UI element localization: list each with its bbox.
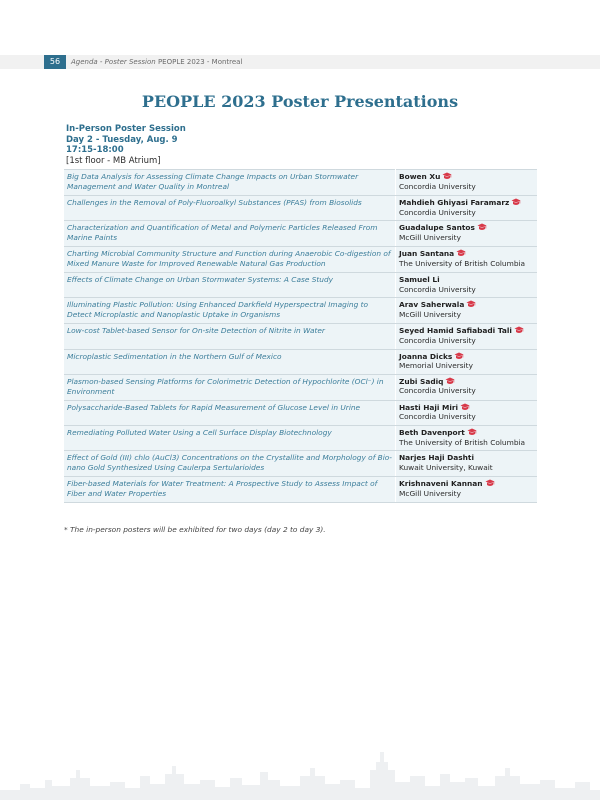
graduation-cap-icon [466,300,476,308]
presenter-affiliation: The University of British Columbia [399,437,526,447]
city-skyline [0,740,600,800]
presenter-name: Joanna Dicks [399,351,453,361]
graduation-cap-icon [454,352,464,360]
graduation-cap-icon [511,198,521,206]
presenter-affiliation: Memorial University [399,361,473,371]
poster-title: Microplastic Sedimentation in the Northern Gulf of Mexico [64,349,396,374]
poster-row [64,477,537,503]
poster-presenter [396,400,538,425]
poster-title: Challenges in the Removal of Poly-Fluoroalkyl Substances (PFAS) from Biosolids [64,196,396,221]
header-event: PEOPLE 2023 - Montreal [157,58,243,66]
poster-title: Remediating Polluted Water Using a Cell Surface Display Biotechnology [64,425,396,450]
poster-presenter [396,425,538,450]
presenter-affiliation: McGill University [399,309,461,319]
poster-row [64,349,537,374]
presenter-affiliation: The University of British Columbia [399,258,526,268]
presenter-name: Krishnaveni Kannan [399,479,483,489]
graduation-cap-icon [460,403,470,411]
presenter-affiliation: Kuwait University, Kuwait [399,462,493,472]
graduation-cap-icon [456,249,466,257]
presenter-name: Bowen Xu [399,172,441,181]
graduation-cap-icon [477,223,487,231]
header-section: Agenda - Poster Session [71,58,156,66]
presenter-name: Guadalupe Santos [399,223,475,233]
poster-row [64,196,537,221]
presenter-name: Juan Santana [399,249,455,259]
poster-row [64,247,537,273]
session-day: Day 2 - Tuesday, Aug. 9 [66,134,178,145]
running-header [71,55,242,69]
graduation-cap-icon [442,172,452,180]
poster-presenter [396,349,538,374]
poster-row [64,400,537,425]
poster-row [64,374,537,400]
presenter-affiliation: Concordia University [399,207,476,217]
poster-title: Effects of Climate Change on Urban Stormwater Systems: A Case Study [64,273,396,298]
poster-presenter [396,221,538,247]
poster-title: Polysaccharide-Based Tablets for Rapid Measurement of Glucose Level in Urine [64,400,396,425]
presenter-name: Mahdieh Ghiyasi Faramarz [399,198,510,207]
graduation-cap-icon [445,377,455,385]
poster-row [64,273,537,298]
poster-presenter [396,273,538,298]
presenter-affiliation: McGill University [399,232,461,242]
presenter-name: Samuel Li [399,275,440,285]
poster-title: Big Data Analysis for Assessing Climate Change Impacts on Urban Stormwater Management and Water Quality in Montreal [64,170,396,196]
presenter-name: Hasti Haji Miri [399,402,459,412]
session-name: In-Person Poster Session [66,124,186,134]
poster-table [64,169,537,503]
session-location: [1st floor - MB Atrium] [66,155,161,166]
graduation-cap-icon [467,428,477,436]
poster-title: Effect of Gold (III) chlo (AuCl3) Concentrations on the Crystallite and Morphology of Bio-nano Gold Synthesized Using Caulerpa Sertularioides [64,451,396,477]
page-header [0,55,600,69]
presenter-name: Seyed Hamid Safiabadi Tali [399,326,512,336]
poster-presenter [396,324,538,349]
page-number: 56 [44,55,66,69]
poster-row [64,324,537,349]
poster-presenter [396,298,538,324]
graduation-cap-icon [514,326,524,334]
poster-title: Characterization and Quantification of Metal and Polymeric Particles Released From Marine Paints [64,221,396,247]
poster-title: Plasmon-based Sensing Platforms for Colorimetric Detection of Hypochlorite (OCl⁻) in Environment [64,374,396,400]
presenter-affiliation: Concordia University [399,386,476,396]
poster-row [64,425,537,450]
presenter-name: Arav Saherwala [399,300,465,310]
presenter-affiliation: Concordia University [399,181,476,191]
poster-presenter [396,170,538,196]
poster-presenter [396,451,538,477]
presenter-name: Zubi Sadiq [399,376,444,386]
poster-presenter [396,247,538,273]
poster-title: Fiber-based Materials for Water Treatment: A Prospective Study to Assess Impact of Fiber and Water Properties [64,477,396,503]
graduation-cap-icon [485,479,495,487]
poster-table-body [64,170,537,503]
presenter-name: Beth Davenport [399,427,465,437]
presenter-affiliation: Concordia University [399,412,476,422]
presenter-affiliation: McGill University [399,488,461,498]
poster-presenter [396,196,538,221]
poster-presenter [396,374,538,400]
poster-row [64,170,537,196]
presenter-affiliation: Concordia University [399,335,476,345]
poster-row [64,451,537,477]
poster-title: Charting Microbial Community Structure and Function during Anaerobic Co-digestion of Mixed Manure Waste for Improved Renewable Natural Gas Production [64,247,396,273]
session-info [66,124,186,166]
footnote: * The in-person posters will be exhibited for two days (day 2 to day 3). [64,525,326,534]
poster-title: Illuminating Plastic Pollution: Using Enhanced Darkfield Hyperspectral Imaging to Detect Microplastic and Nanoplastic Uptake in Organisms [64,298,396,324]
poster-presenter [396,477,538,503]
poster-row [64,221,537,247]
session-time: 17:15-18:00 [66,145,124,155]
page-title: PEOPLE 2023 Poster Presentations [141,92,459,111]
presenter-name: Narjes Haji Dashti [399,453,474,463]
presenter-affiliation: Concordia University [399,284,476,294]
poster-row [64,298,537,324]
poster-title: Low-cost Tablet-based Sensor for On-site Detection of Nitrite in Water [64,324,396,349]
